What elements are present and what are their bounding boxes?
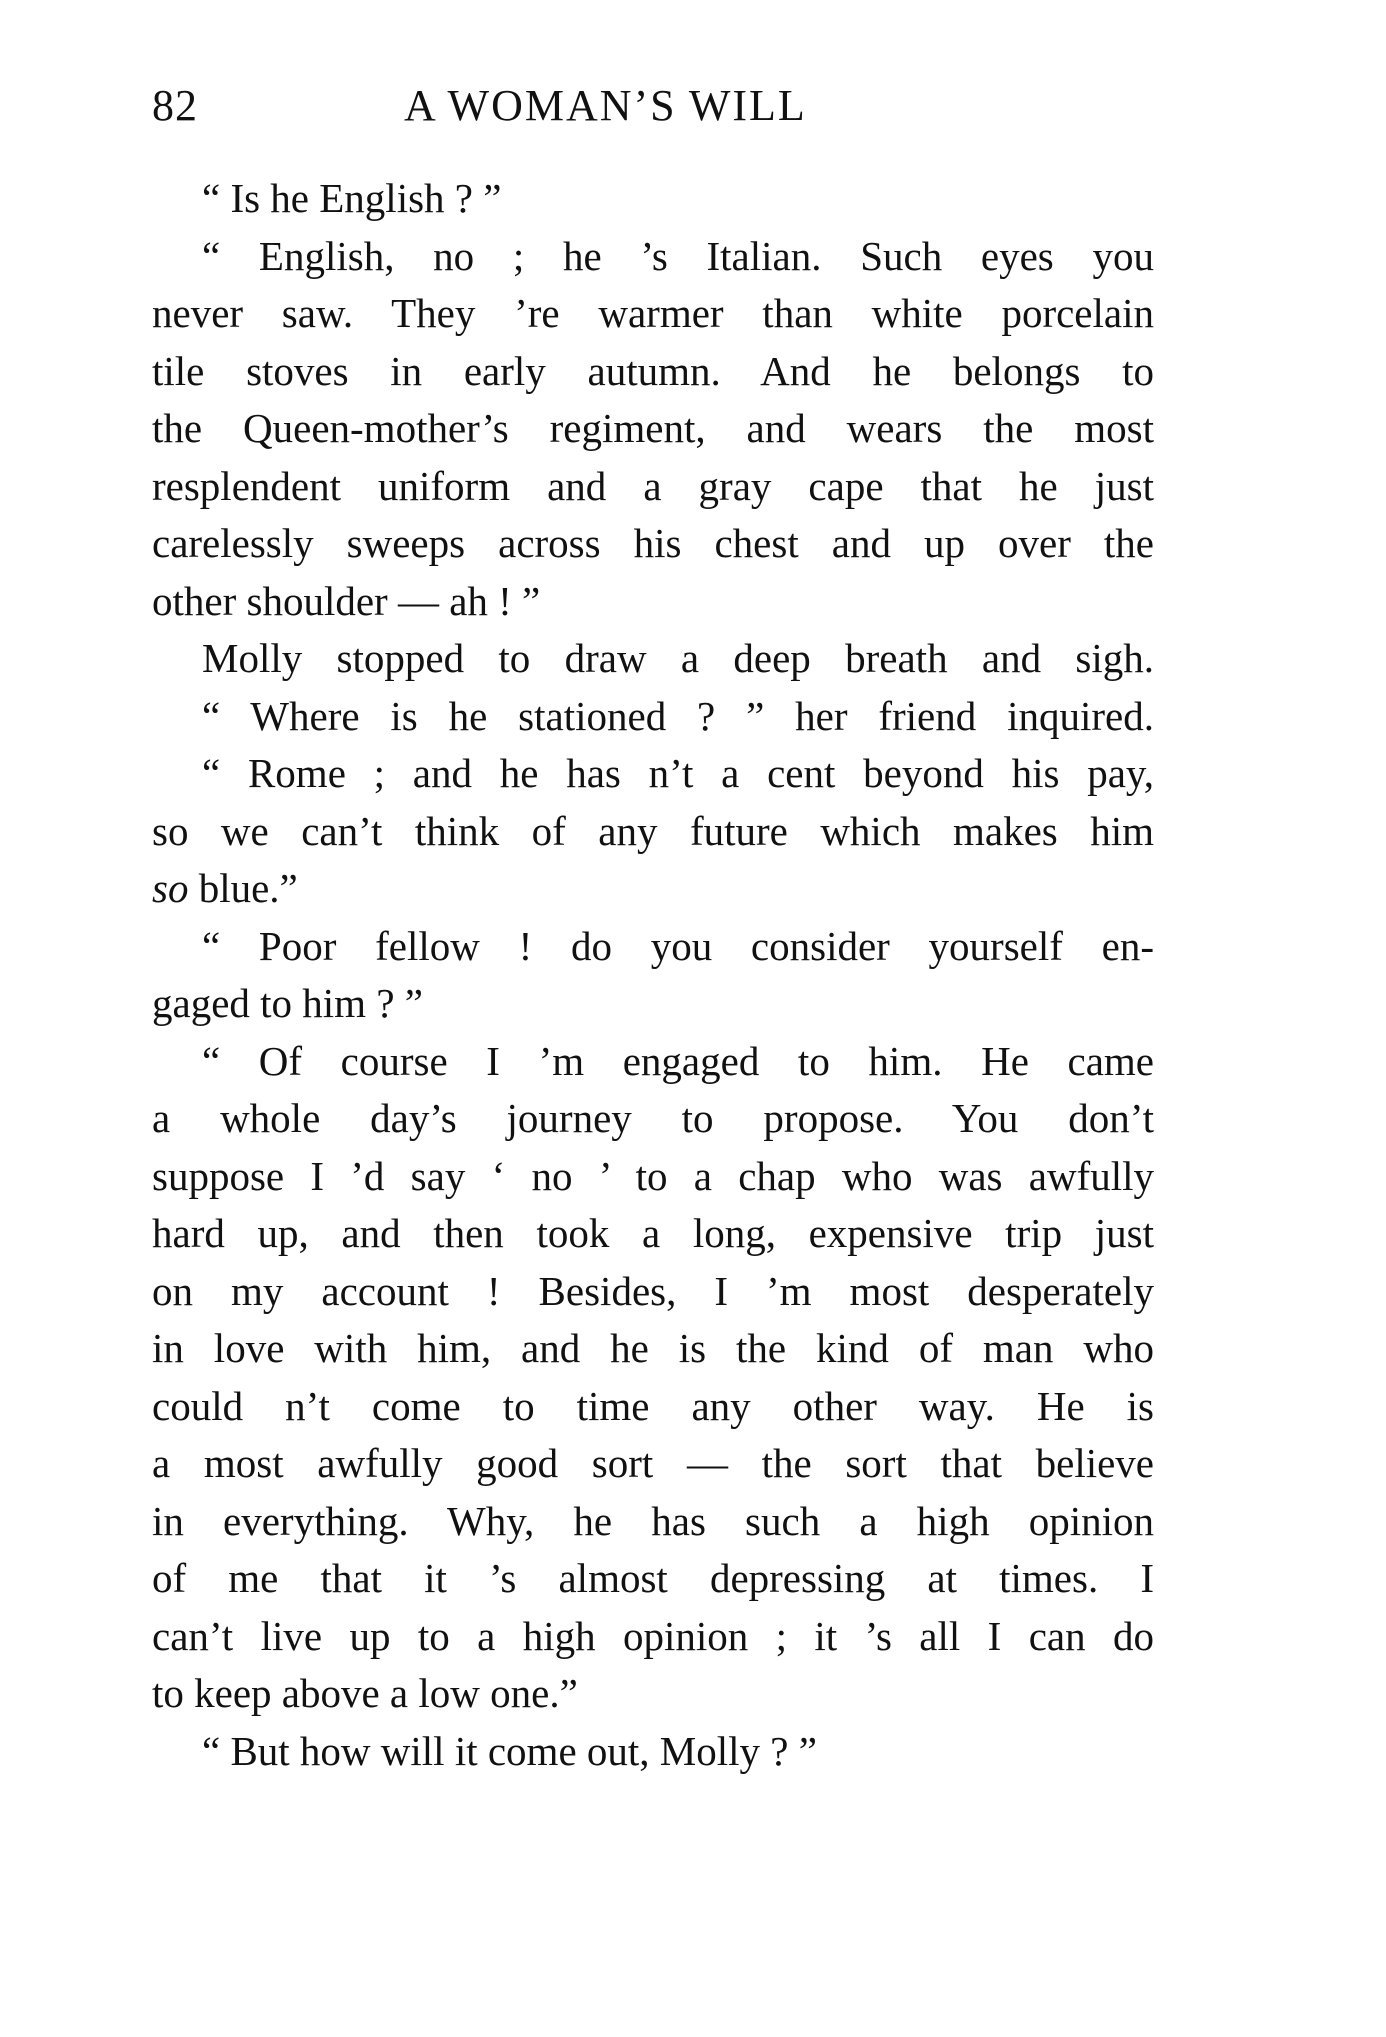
text-line: “ English, no ; he ’s Italian. Such eyes you bbox=[202, 232, 1154, 279]
text-line: Molly stopped to draw a deep breath and sigh. bbox=[202, 635, 1154, 681]
text-line: “ Rome ; and he has n’t a cent beyond his pay, bbox=[202, 750, 1154, 796]
text-line: “ Of course I ’m engaged to him. He came bbox=[202, 1037, 1154, 1084]
text-line: in everything. Why, he has such a high opinion bbox=[152, 1497, 1154, 1544]
text-line: gaged to him ? ” bbox=[152, 980, 423, 1026]
body-text bbox=[152, 170, 1154, 1780]
text-line bbox=[152, 860, 1154, 918]
text-line: “ Poor fellow ! do you consider yourself en- bbox=[202, 922, 1154, 969]
emphasis-word: so bbox=[152, 865, 189, 911]
text-fragment: blue.” bbox=[198, 865, 298, 911]
book-title: A WOMAN’S WILL bbox=[404, 81, 807, 130]
text-line: “ Where is he stationed ? ” her friend inquired. bbox=[202, 692, 1154, 739]
text-line: to keep above a low one.” bbox=[152, 1670, 578, 1716]
text-line: other shoulder — ah ! ” bbox=[152, 577, 541, 624]
running-head bbox=[152, 80, 1152, 140]
text-line: “ But how will it come out, Molly ? ” bbox=[202, 1727, 817, 1774]
text-line: never saw. They ’re warmer than white porcelain bbox=[152, 290, 1154, 336]
text-line: of me that it ’s almost depressing at times. I bbox=[152, 1555, 1154, 1601]
text-line: suppose I ’d say ‘ no ’ to a chap who was awfully bbox=[152, 1152, 1154, 1199]
text-line: can’t live up to a high opinion ; it ’s all I can do bbox=[152, 1612, 1154, 1659]
page-number: 82 bbox=[152, 81, 198, 130]
text-line: on my account ! Besides, I ’m most desperately bbox=[152, 1267, 1154, 1314]
text-line: in love with him, and he is the kind of man who bbox=[152, 1325, 1154, 1371]
text-line: resplendent uniform and a gray cape that he just bbox=[152, 462, 1154, 509]
text-line: the Queen-mother’s regiment, and wears the most bbox=[152, 405, 1154, 451]
text-line: could n’t come to time any other way. He is bbox=[152, 1382, 1154, 1429]
text-line: tile stoves in early autumn. And he belongs to bbox=[152, 347, 1154, 394]
text-line: so we can’t think of any future which makes him bbox=[152, 807, 1154, 854]
text-line: “ Is he English ? ” bbox=[202, 175, 502, 221]
text-line: a whole day’s journey to propose. You don’t bbox=[152, 1095, 1154, 1141]
text-line: carelessly sweeps across his chest and up over the bbox=[152, 520, 1154, 566]
text-line: a most awfully good sort — the sort that believe bbox=[152, 1440, 1154, 1486]
text-line: hard up, and then took a long, expensive trip just bbox=[152, 1210, 1154, 1256]
